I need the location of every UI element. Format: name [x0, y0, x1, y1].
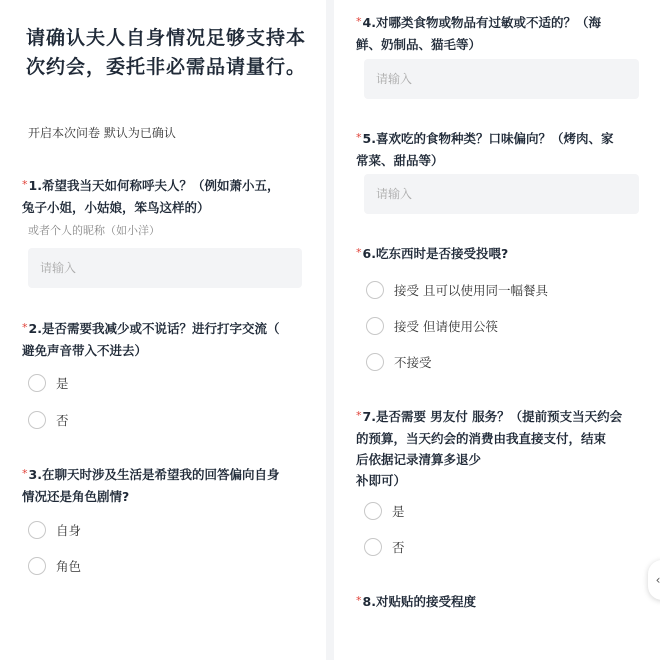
question-5-text-cont: 常菜、甜品等）: [356, 153, 444, 168]
question-7-text: 7.是否需要 男友付 服务？（提前预支当天约会: [362, 409, 623, 424]
required-mark: *: [356, 594, 362, 607]
question-5: [356, 128, 656, 171]
question-7-text-cont: 后依据记录清算多退少: [356, 452, 482, 467]
radio-button[interactable]: [366, 317, 384, 335]
question-4-text: 4.对哪类食物或物品有过敏或不适的？（海: [362, 15, 601, 30]
q6-option-accept-same[interactable]: [366, 281, 548, 299]
form-title: 请确认夫人自身情况足够支持本次约会，委托非必需品请量行。: [26, 27, 307, 78]
question-6-text: 6.吃东西时是否接受投喂?: [362, 246, 509, 261]
question-3-text: 3.在聊天时涉及生活是希望我的回答偏向自身: [28, 467, 280, 482]
required-mark: *: [356, 409, 362, 422]
q2-option-yes[interactable]: [28, 374, 69, 392]
q3-option-self[interactable]: [28, 521, 81, 539]
required-mark: *: [22, 467, 28, 480]
nickname-input[interactable]: [28, 248, 302, 288]
radio-button[interactable]: [28, 374, 46, 392]
option-label: 自身: [56, 523, 82, 538]
question-8-text: 8.对贴贴的接受程度: [362, 594, 476, 609]
q6-option-accept-public[interactable]: [366, 317, 498, 335]
question-3: [22, 464, 312, 507]
radio-button[interactable]: [366, 353, 384, 371]
option-label: 否: [392, 540, 405, 555]
q7-option-no[interactable]: [364, 538, 405, 556]
radio-button[interactable]: [28, 411, 46, 429]
option-label: 接受 但请使用公筷: [394, 319, 498, 334]
panel-divider: [326, 0, 334, 660]
question-1-hint: 或者个人的昵称（如小洋）: [28, 224, 160, 237]
option-label: 否: [56, 413, 69, 428]
radio-button[interactable]: [366, 281, 384, 299]
question-2-text-cont: 避免声音带入不进去）: [22, 343, 148, 358]
question-2: [22, 318, 312, 361]
question-7: [356, 406, 656, 491]
q6-option-decline[interactable]: [366, 353, 432, 371]
chevron-up-icon: ‹: [655, 573, 660, 587]
question-3-text-cont: 情况还是角色剧情?: [22, 489, 130, 504]
option-label: 接受 且可以使用同一幅餐具: [394, 283, 548, 298]
question-4-text-cont: 鲜、奶制品、猫毛等）: [356, 37, 482, 52]
radio-button[interactable]: [364, 502, 382, 520]
radio-button[interactable]: [364, 538, 382, 556]
required-mark: *: [356, 246, 362, 259]
left-form-panel: [0, 0, 326, 660]
question-6: [356, 243, 656, 265]
question-2-text: 2.是否需要我减少或不说话？进行打字交流（: [28, 321, 280, 336]
q2-option-no[interactable]: [28, 411, 69, 429]
option-label: 是: [392, 504, 405, 519]
q7-option-yes[interactable]: [364, 502, 405, 520]
q3-option-role[interactable]: [28, 557, 81, 575]
required-mark: *: [22, 321, 28, 334]
required-mark: *: [356, 131, 362, 144]
right-form-panel: [334, 0, 660, 660]
radio-button[interactable]: [28, 521, 46, 539]
option-label: 不接受: [394, 355, 432, 370]
radio-button[interactable]: [28, 557, 46, 575]
allergy-input[interactable]: [364, 59, 639, 99]
question-5-text: 5.喜欢吃的食物种类？口味偏向？（烤肉、家: [362, 131, 614, 146]
question-7-text-cont: 补即可）: [356, 473, 407, 488]
option-label: 是: [56, 376, 69, 391]
required-mark: *: [356, 15, 362, 28]
scroll-top-button[interactable]: [648, 560, 660, 600]
food-preference-input[interactable]: [364, 174, 639, 214]
required-mark: *: [22, 178, 28, 191]
question-1-text-cont: 兔子小姐，小姑娘，笨鸟这样的）: [22, 200, 210, 215]
form-intro: 开启本次问卷 默认为已确认: [28, 126, 176, 140]
option-label: 角色: [56, 559, 82, 574]
question-4: [356, 12, 656, 55]
question-1: [22, 175, 312, 218]
question-7-text-cont: 的预算，当天约会的消费由我直接支付，结束: [356, 431, 607, 446]
question-8: [356, 591, 656, 613]
question-1-text: 1.希望我当天如何称呼夫人？（例如萧小五，: [28, 178, 280, 193]
